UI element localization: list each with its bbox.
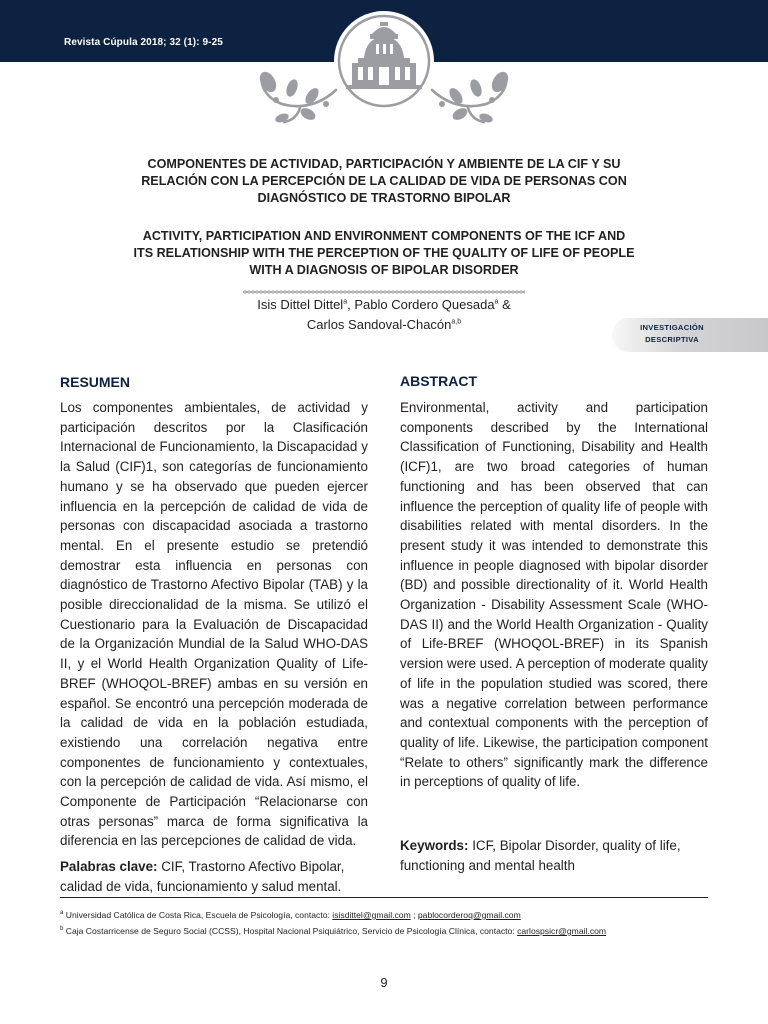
keywords — [400, 836, 708, 875]
title-english-line: ACTIVITY, PARTICIPATION AND ENVIRONMENT COMPONENTS OF THE ICF AND — [142, 229, 626, 243]
footnote-mark: a — [60, 910, 64, 917]
author-separator: & — [498, 297, 511, 312]
author-separator: , — [347, 297, 355, 312]
resumen-body: Los componentes ambientales, de actividad y participación descritos por la Clasificación Internacional de Funcionamiento, la Discapacidad y la Salud (CIF)1, son categorías de funcionamiento humano y se ha observado que pueden ejercer influencia en la percepción de calidad de vida de personas con discapacidad asociada a trastorno mental. En el presente estudio se pretendió demostrar esta influencia en personas con diagnóstico de Trastorno Afectivo Bipolar (TAB) y la posible direccionalidad de la misma. Se utilizó el Cuestionario para la Evaluación de Discapacidad de la Organización Mundial de la Salud WHO-DAS II, y el World Health Organization Quality of Life-BREF (WHOQOL-BREF) ambas en su versión en español. Se encontró una percepción moderada de la calidad de vida en la población estudiada, existiendo una correlación negativa entre componentes de funcionamiento y contextuales, con la percepción de calidad de vida. Así mismo, el Componente de Participación “Relacionarse con otras personas” marca de forma significativa la diferencia en las percepciones de calidad de vida. — [60, 400, 368, 849]
author-affiliation-mark: a,b — [451, 318, 462, 326]
keywords-text: ICF, Bipolar Disorder, quality of life, functioning and mental health — [400, 838, 681, 873]
footnote-mark: b — [60, 926, 64, 933]
author-name: Carlos Sandoval-Chacón — [306, 317, 452, 332]
author-name: Isis Dittel Dittel — [257, 297, 344, 312]
palabras-clave-text: CIF, Trastorno Afectivo Bipolar, calidad de vida, funcionamiento y salud mental. — [60, 859, 345, 894]
title-spanish-line: DIAGNÓSTICO DE TRASTORNO BIPOLAR — [257, 191, 511, 205]
authors-line-1 — [120, 296, 648, 314]
author-name: Pablo Cordero Quesada — [354, 297, 495, 312]
footnote-b — [60, 926, 606, 937]
email-link[interactable]: carlospsicr@gmail.com — [517, 926, 607, 936]
title-spanish — [60, 156, 708, 207]
email-link[interactable]: pablocorderoq@gmail.com — [417, 910, 521, 920]
authors-line-2 — [120, 316, 648, 334]
abstract-body: Environmental, activity and participation components described by the International Classification of Functioning, Disability and Health (ICF)1, are two broad categories of human functioning and has been observed that can influence the perception of quality life of people with disabilities related with mental disorders. In the present study it was intended to demonstrate this influence in people diagnosed with bipolar disorder (BD) and possible directionality of it. World Health Organization - Disability Assessment Scale (WHO-DAS II) and the World Health Organization - Quality of Life-BREF (WHOQOL-BREF) in its Spanish version were used. A perception of moderate quality of life in the population studied was scored, there was a negative correlation between performance and contextual components with the perception of quality of life. Likewise, the participation component “Relate to others” significantly mark the difference in perceptions of quality of life. — [400, 400, 708, 790]
author-affiliation-mark: a — [494, 298, 499, 306]
author-affiliation-mark: a — [343, 298, 348, 306]
title-spanish-line: RELACIÓN CON LA PERCEPCIÓN DE LA CALIDAD DE VIDA DE PERSONAS CON — [141, 174, 627, 188]
footnote-text: Universidad Católica de Costa Rica, Escuela de Psicología, contacto: — [63, 910, 333, 920]
article-type-line: DESCRIPTIVA — [645, 335, 699, 344]
journal-emblem — [0, 0, 768, 130]
journal-reference: Revista Cúpula 2018; 32 (1): 9-25 — [64, 37, 223, 48]
footnote-a — [60, 910, 521, 921]
article-type-line: INVESTIGACIÓN — [640, 323, 704, 332]
title-english-line: WITH A DIAGNOSIS OF BIPOLAR DISORDER — [249, 263, 519, 277]
keywords-label: Keywords: — [400, 838, 469, 853]
footnote-rule — [60, 897, 708, 898]
footnote-text: Caja Costarricense de Seguro Social (CCSS), Hospital Nacional Psiquiátrico, Servicio de Psicología Clínica, contacto: — [63, 926, 518, 936]
article-type-badge — [612, 318, 768, 352]
abstract-heading: ABSTRACT — [400, 373, 477, 389]
page-number: 9 — [380, 975, 388, 990]
email-link[interactable]: isisdittel@gmail.com — [332, 910, 411, 920]
title-english-line: ITS RELATIONSHIP WITH THE PERCEPTION OF THE QUALITY OF LIFE OF PEOPLE — [133, 246, 635, 260]
footnote-separator: ; — [410, 910, 418, 920]
resumen-heading: RESUMEN — [60, 374, 131, 390]
title-spanish-line: COMPONENTES DE ACTIVIDAD, PARTICIPACIÓN Y AMBIENTE DE LA CIF Y SU — [147, 157, 621, 171]
palabras-clave-label: Palabras clave: — [60, 859, 158, 874]
title-english — [60, 228, 708, 279]
decorative-divider — [243, 290, 525, 294]
palabras-clave — [60, 857, 368, 896]
